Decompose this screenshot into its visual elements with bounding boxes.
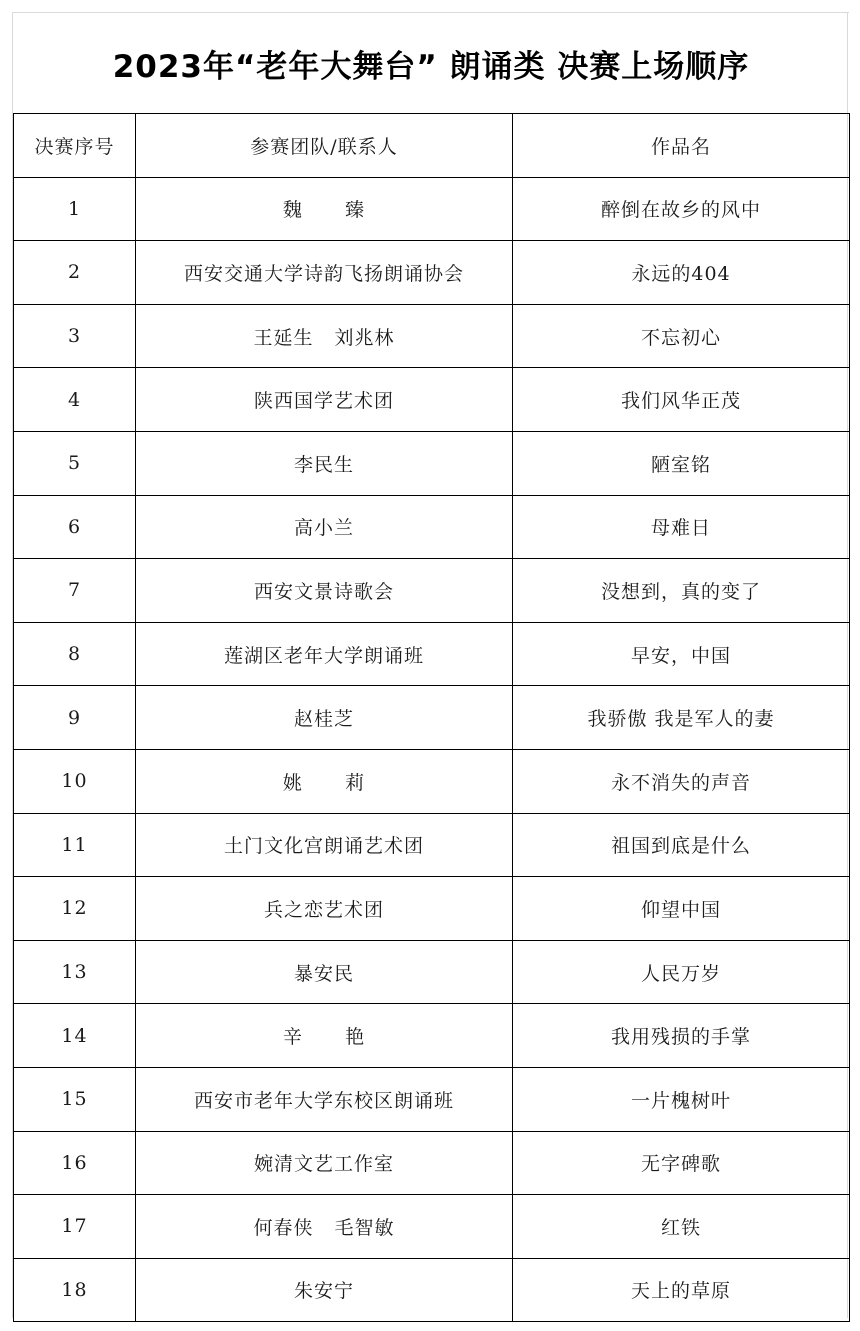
order-number: 5 — [14, 431, 136, 495]
order-table — [13, 113, 850, 1322]
work-title: 人民万岁 — [513, 940, 850, 1004]
work-title: 永远的404 — [513, 241, 850, 305]
work-title: 我用残损的手掌 — [513, 1004, 850, 1068]
order-number: 14 — [14, 1004, 136, 1068]
work-title: 母难日 — [513, 495, 850, 559]
work-title: 红铁 — [513, 1195, 850, 1259]
order-number: 1 — [14, 177, 136, 241]
work-title: 我骄傲 我是军人的妻 — [513, 686, 850, 750]
order-number: 16 — [14, 1131, 136, 1195]
table-row — [14, 877, 850, 941]
table-row — [14, 686, 850, 750]
team-name: 何春侠 毛智敏 — [136, 1195, 513, 1259]
header-order: 决赛序号 — [14, 114, 136, 178]
order-number: 2 — [14, 241, 136, 305]
team-name: 辛 艳 — [136, 1004, 513, 1068]
work-title: 无字碑歌 — [513, 1131, 850, 1195]
work-title: 祖国到底是什么 — [513, 813, 850, 877]
work-title: 早安，中国 — [513, 622, 850, 686]
team-name: 西安文景诗歌会 — [136, 559, 513, 623]
work-title: 仰望中国 — [513, 877, 850, 941]
work-title: 一片槐树叶 — [513, 1067, 850, 1131]
order-number: 12 — [14, 877, 136, 941]
header-work: 作品名 — [513, 114, 850, 178]
work-title: 永不消失的声音 — [513, 749, 850, 813]
order-number: 4 — [14, 368, 136, 432]
work-title: 我们风华正茂 — [513, 368, 850, 432]
team-name: 高小兰 — [136, 495, 513, 559]
table-row — [14, 495, 850, 559]
team-name: 赵桂芝 — [136, 686, 513, 750]
team-name: 兵之恋艺术团 — [136, 877, 513, 941]
order-number: 10 — [14, 749, 136, 813]
table-row — [14, 1067, 850, 1131]
team-name: 西安交通大学诗韵飞扬朗诵协会 — [136, 241, 513, 305]
work-title: 天上的草原 — [513, 1258, 850, 1322]
table-row — [14, 622, 850, 686]
team-name: 莲湖区老年大学朗诵班 — [136, 622, 513, 686]
table-row — [14, 241, 850, 305]
order-number: 18 — [14, 1258, 136, 1322]
team-name: 朱安宁 — [136, 1258, 513, 1322]
table-row — [14, 368, 850, 432]
order-number: 9 — [14, 686, 136, 750]
table-row — [14, 304, 850, 368]
table-row — [14, 749, 850, 813]
team-name: 魏 臻 — [136, 177, 513, 241]
table-row — [14, 813, 850, 877]
table-row — [14, 559, 850, 623]
order-number: 7 — [14, 559, 136, 623]
team-name: 李民生 — [136, 431, 513, 495]
work-title: 陋室铭 — [513, 431, 850, 495]
table-row — [14, 431, 850, 495]
table-row — [14, 1258, 850, 1322]
team-name: 暴安民 — [136, 940, 513, 1004]
team-name: 西安市老年大学东校区朗诵班 — [136, 1067, 513, 1131]
document-sheet — [12, 12, 848, 1318]
team-name: 王延生 刘兆林 — [136, 304, 513, 368]
order-number: 17 — [14, 1195, 136, 1259]
header-team: 参赛团队/联系人 — [136, 114, 513, 178]
team-name: 婉清文艺工作室 — [136, 1131, 513, 1195]
work-title: 醉倒在故乡的风中 — [513, 177, 850, 241]
table-row — [14, 1004, 850, 1068]
work-title: 不忘初心 — [513, 304, 850, 368]
team-name: 土门文化宫朗诵艺术团 — [136, 813, 513, 877]
table-row — [14, 177, 850, 241]
team-name: 姚 莉 — [136, 749, 513, 813]
order-number: 13 — [14, 940, 136, 1004]
table-header-row — [14, 114, 850, 178]
table-row — [14, 940, 850, 1004]
table-row — [14, 1131, 850, 1195]
order-number: 6 — [14, 495, 136, 559]
work-title: 没想到，真的变了 — [513, 559, 850, 623]
order-number: 3 — [14, 304, 136, 368]
table-row — [14, 1195, 850, 1259]
order-number: 15 — [14, 1067, 136, 1131]
document-title: 2023年“老年大舞台” 朗诵类 决赛上场顺序 — [13, 12, 849, 114]
order-number: 8 — [14, 622, 136, 686]
order-number: 11 — [14, 813, 136, 877]
team-name: 陕西国学艺术团 — [136, 368, 513, 432]
